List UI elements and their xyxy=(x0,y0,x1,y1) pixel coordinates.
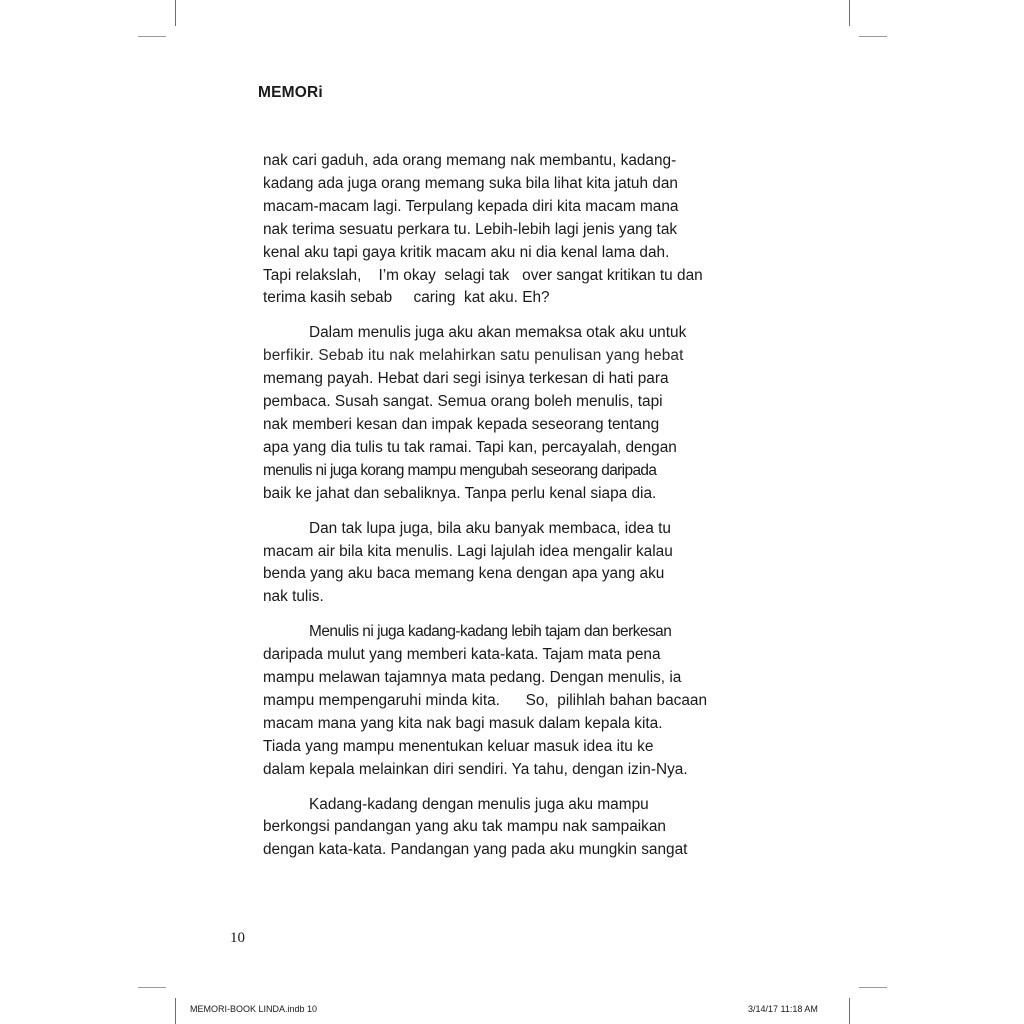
crop-mark-top-left xyxy=(175,0,176,26)
text-line: macam-macam lagi. Terpulang kepada diri kita macam mana xyxy=(263,197,679,215)
slug-file-name: MEMORI-BOOK LINDA.indb 10 xyxy=(190,1004,318,1014)
crop-mark-top-left-h xyxy=(138,36,166,37)
paragraph xyxy=(263,621,755,781)
text-line: kenal aku tapi gaya kritik macam aku ni dia kenal lama dah. xyxy=(263,243,670,261)
paragraph xyxy=(263,518,755,610)
text-line: nak cari gaduh, ada orang memang nak membantu, kadang- xyxy=(263,152,677,169)
text-line: Kadang-kadang dengan menulis juga aku mampu xyxy=(309,795,649,813)
body-text xyxy=(263,150,755,874)
text-line: berkongsi pandangan yang aku tak mampu nak sampaikan xyxy=(263,818,666,836)
crop-mark-top-right-h xyxy=(859,36,887,37)
crop-mark-bottom-left xyxy=(175,998,176,1024)
text-line: benda yang aku baca memang kena dengan apa yang aku xyxy=(263,565,665,583)
page-number: 10 xyxy=(230,930,245,946)
crop-mark-bottom-right xyxy=(849,998,850,1024)
text-line: Menulis ni juga kadang-kadang lebih tajam dan berkesan xyxy=(309,623,672,641)
text-line: dengan kata-kata. Pandangan yang pada aku mungkin sangat xyxy=(263,841,688,859)
text-line: kadang ada juga orang memang suka bila lihat kita jatuh dan xyxy=(263,174,678,192)
text-line: nak tulis. xyxy=(263,588,324,606)
text-line: terima kasih sebab caring kat aku. Eh? xyxy=(263,289,550,307)
text-line: mampu mempengaruhi minda kita. So, pilihlah bahan bacaan xyxy=(263,691,708,709)
text-line: Tapi relakslah, I’m okay selagi tak over sangat kritikan tu dan xyxy=(263,266,703,284)
text-line: apa yang dia tulis tu tak ramai. Tapi kan, percayalah, dengan xyxy=(263,438,677,456)
text-line: berfikir. Sebab itu nak melahirkan satu penulisan yang hebat xyxy=(263,347,684,365)
text-line: dalam kepala melainkan diri sendiri. Ya tahu, dengan izin-Nya. xyxy=(263,760,688,778)
text-line: macam air bila kita menulis. Lagi lajulah idea mengalir kalau xyxy=(263,542,673,560)
crop-mark-bottom-right-h xyxy=(859,987,887,988)
paragraph xyxy=(263,794,755,863)
text-line: mampu melawan tajamnya mata pedang. Dengan menulis, ia xyxy=(263,669,682,687)
text-line: memang payah. Hebat dari segi isinya terkesan di hati para xyxy=(263,370,669,388)
text-line: nak memberi kesan dan impak kepada seseorang tentang xyxy=(263,415,660,433)
text-line: Dalam menulis juga aku akan memaksa otak aku untuk xyxy=(309,324,687,342)
text-line: Tiada yang mampu menentukan keluar masuk idea itu ke xyxy=(263,737,654,755)
paragraph xyxy=(263,150,755,310)
running-head: MEMORi xyxy=(258,84,323,101)
text-line: pembaca. Susah sangat. Semua orang boleh menulis, tapi xyxy=(263,393,663,411)
text-line: daripada mulut yang memberi kata-kata. Tajam mata pena xyxy=(263,646,661,664)
paragraph xyxy=(263,322,755,505)
text-line: nak terima sesuatu perkara tu. Lebih-lebih lagi jenis yang tak xyxy=(263,220,678,238)
text-line: baik ke jahat dan sebaliknya. Tanpa perlu kenal siapa dia. xyxy=(263,484,657,502)
crop-mark-top-right xyxy=(849,0,850,26)
text-line: menulis ni juga korang mampu mengubah seseorang daripada xyxy=(263,461,657,479)
text-line: Dan tak lupa juga, bila aku banyak membaca, idea tu xyxy=(309,519,671,537)
text-line: macam mana yang kita nak bagi masuk dalam kepala kita. xyxy=(263,714,663,732)
crop-mark-bottom-left-h xyxy=(138,987,166,988)
slug-date-time: 3/14/17 11:18 AM xyxy=(748,1004,818,1014)
